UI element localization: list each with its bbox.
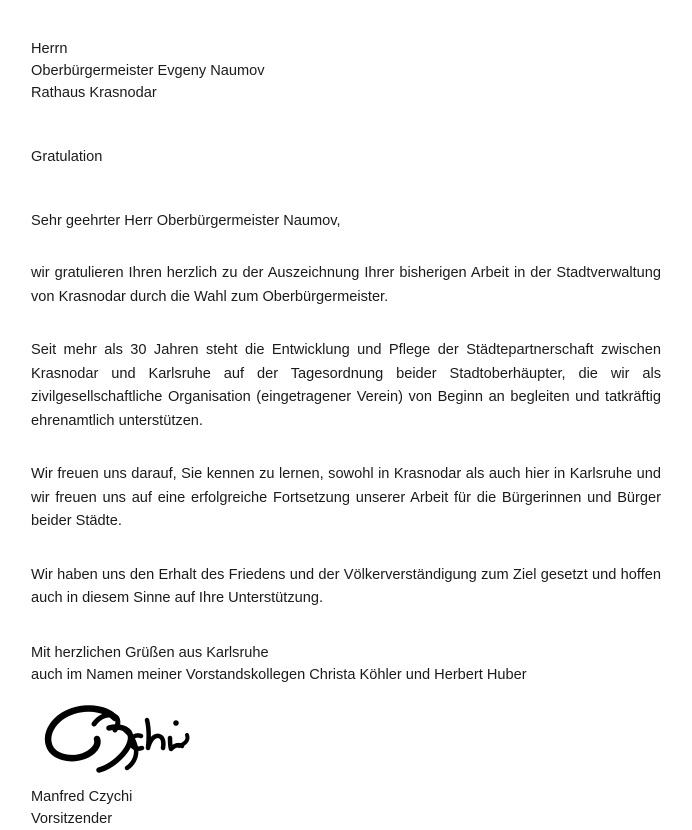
closing-line-2: auch im Namen meiner Vorstandskollegen Christa Köhler und Herbert Huber bbox=[31, 666, 527, 683]
body-paragraph-2: Seit mehr als 30 Jahren steht die Entwicklung und Pflege der Städtepartnerschaft zwischen Krasnodar und Karlsruhe auf der Tagesordnung beider Stadtoberhäupter, die wir als zivilgesellschaftliche Organisation (eingetragener Verein) von Beginn an begleiten und tatkräftig ehrenamtlich unterstützen. bbox=[31, 342, 661, 429]
subject-line bbox=[31, 146, 661, 168]
signer-block bbox=[31, 786, 661, 830]
closing-block bbox=[31, 642, 661, 686]
signer-name: Manfred Czychi bbox=[31, 788, 133, 805]
body-paragraph-3: Wir freuen uns darauf, Sie kennen zu lernen, sowohl in Krasnodar als auch hier in Karlsruhe und wir freuen uns auf eine erfolgreiche Fortsetzung unserer Arbeit für die Bürgerinnen und Bürger beider Städte. bbox=[31, 466, 661, 529]
body-paragraph-4: Wir haben uns den Erhalt des Friedens und der Völkerverständigung zum Ziel gesetzt und hoffen auch in diesem Sinne auf Ihre Unterstützung. bbox=[31, 566, 661, 606]
salutation bbox=[31, 210, 661, 232]
recipient-line-3: Rathaus Krasnodar bbox=[31, 85, 157, 101]
signature-area bbox=[31, 704, 231, 782]
recipient-line-1: Herrn bbox=[31, 41, 68, 57]
closing-line-1: Mit herzlichen Grüßen aus Karlsruhe bbox=[31, 644, 269, 661]
recipient-address-block bbox=[31, 38, 661, 104]
body-paragraph-1: wir gratulieren Ihren herzlich zu der Auszeichnung Ihrer bisherigen Arbeit in der Stadtverwaltung von Krasnodar durch die Wahl zum Oberbürgermeister. bbox=[31, 265, 661, 305]
handwritten-signature-icon bbox=[37, 704, 207, 776]
subject-text: Gratulation bbox=[31, 149, 103, 165]
letter-content bbox=[31, 38, 661, 830]
signer-title: Vorsitzender bbox=[31, 810, 113, 827]
recipient-line-2: Oberbürgermeister Evgeny Naumov bbox=[31, 63, 265, 79]
salutation-text: Sehr geehrter Herr Oberbürgermeister Naumov, bbox=[31, 213, 341, 229]
